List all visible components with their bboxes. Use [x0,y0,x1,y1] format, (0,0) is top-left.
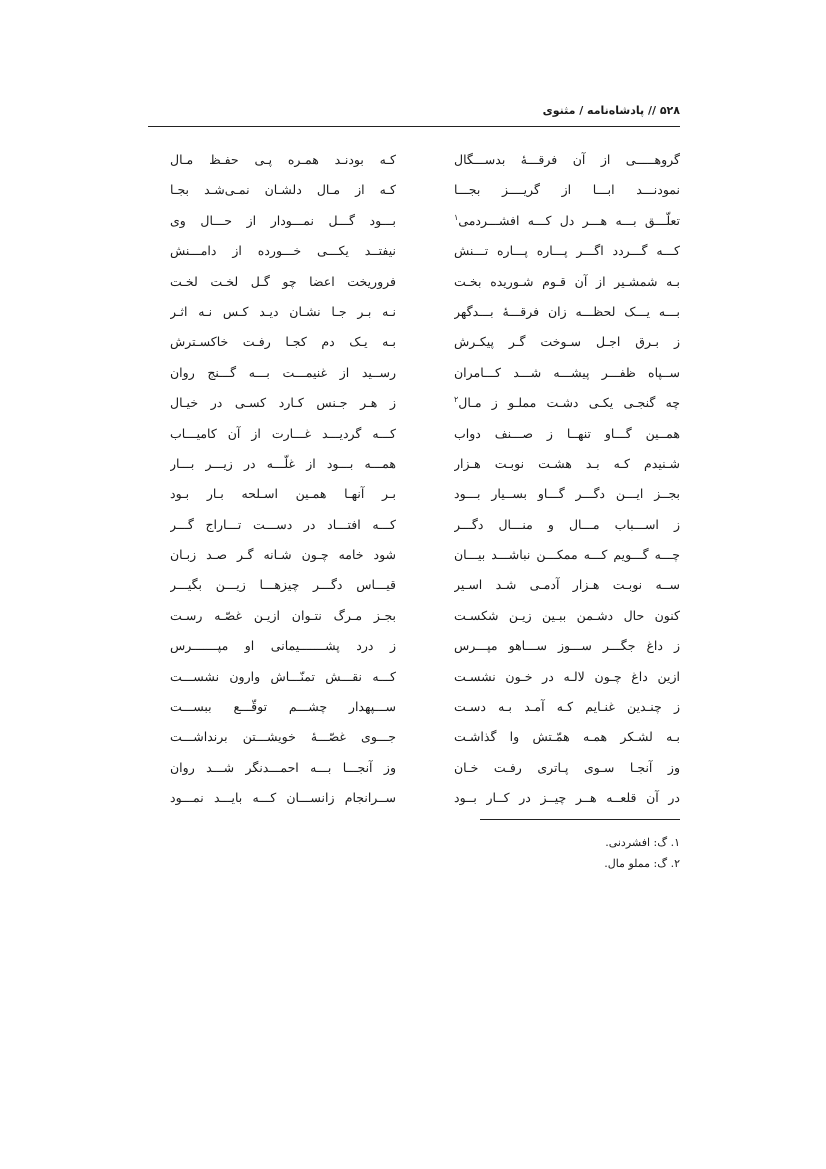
hemistich-second: فروریخت اعضا چو گـل لخـت لخـت [170,273,396,289]
couplet [170,359,680,389]
footnote-divider [480,819,680,820]
footnote-item: ۱. گ: افشردنی. [605,836,680,849]
hemistich-first: در آن قلعــه هــر چیــز در کــار بــود [454,790,680,806]
footnote-ref: ۱ [454,212,459,222]
page-header-title: ۵۲۸ // پادشاه‌نامه / مثنوی [542,104,680,117]
hemistich-second: شود خامه چـون شـانه گـر صـد زبـان [170,547,396,563]
hemistich-first: بجــز ایـــن دگـــر گـــاو بســیار بـــود [454,486,680,502]
hemistich-second: جـــوی غصّـــهٔ خویشـــتن برنداشـــت [170,729,396,745]
hemistich-second: بـه یـک دم کجـا رفـت خاکسـترش [170,334,396,350]
hemistich-first: نمودنـــد ابـــا از گریــــز بجـــا [454,182,680,198]
hemistich-second: ســـپهدار چشـــم توقّـــع ببســـت [170,699,396,715]
poem-body [170,146,680,815]
hemistich-second: رســید از غنیمـــت بـــه گـــنج روان [170,364,396,380]
hemistich-second: بجـز مـرگ نتـوان ازیـن غصّـه رسـت [170,607,396,623]
couplet [170,450,680,480]
hemistich-first: بـه لشـکر همـه همّـتش وا گذاشـت [454,729,680,745]
hemistich-second: کـه بودنـد همـره پـی حفـظ مـال [170,152,396,167]
hemistich-second: کـــه افتـــاد در دســـت تـــاراج گـــر [170,516,396,532]
hemistich-second: نیفتــد یکـــی خـــورده از دامـــنش [170,243,396,259]
couplet [170,693,680,723]
hemistich-first: همــین گـــاو تنهــا ز صـــنف دواب [454,425,680,441]
hemistich-first: کـــه گـــردد اگـــر پـــاره پـــاره تـــنش [454,243,680,259]
hemistich-first: بـــه یـــک لحظـــه زان فرقـــهٔ بـــدگهر [454,303,680,319]
hemistich-first: ز اســـباب مـــال و منـــال دگـــر [454,516,680,532]
couplet [170,663,680,693]
hemistich-second: ســرانجام زانســـان کـــه بایـــد نمـــود [170,790,396,806]
hemistich-second: ز درد پشـــــــیمانی او مپـــــــرس [170,638,396,654]
hemistich-second: نـه بـر جـا نشـان دیـد کـس نـه اثـر [170,303,396,319]
hemistich-first: چـــه گـــویم کـــه ممکـــن نباشـــد بیـــان [454,547,680,563]
hemistich-second: کـه از مـال دلشـان نمـی‌شـد بجـا [170,182,396,198]
couplet [170,146,680,176]
hemistich-first: ســپاه ظفـــر پیشـــه شـــد کـــامران [454,364,680,380]
couplet [170,207,680,237]
couplet [170,602,680,632]
footnote-ref: ۲ [454,394,459,404]
hemistich-first: وز آنجـا سـوی پـاتری رفـت خـان [454,759,680,775]
couplet [170,541,680,571]
hemistich-second: همـــه بـــود از غلّـــه در زیـــر بـــار [170,455,396,471]
couplet [170,237,680,267]
hemistich-first: شـنیدم کـه بـد هشـت نوبـت هـزار [454,455,680,471]
hemistich-second: قیـــاس دگـــر چیزهـــا زیـــن بگیـــر [170,577,396,593]
couplet [170,480,680,510]
hemistich-first: چه گنجـی یکـی دشـت مملـو ز مـال$^۲$ [454,394,680,411]
hemistich-second: کـــه گردیـــد غـــارت از آن کامیـــاب [170,425,396,441]
hemistich-first: ز بـرق اجـل سـوخت گـر پیکـرش [454,334,680,350]
page-header [148,100,680,127]
hemistich-second: ز هـر جـنس کـارد کسـی در خیـال [170,395,396,411]
couplet [170,723,680,753]
couplet [170,328,680,358]
couplet [170,784,680,814]
hemistich-first: ازین داغ چـون لالـه در خـون نشسـت [454,668,680,684]
hemistich-first: ز چنـدین غنـایم کـه آمـد بـه دسـت [454,699,680,715]
hemistich-first: گروهـــــی از آن فرقـــهٔ بدســـگال [454,152,680,167]
hemistich-first: ز داغ جگـــر ســـوز ســـاهو مپـــرس [454,638,680,654]
hemistich-first: تعلّـــق بـــه هـــر دل کـــه افشـــردمی$^۱$ [454,212,680,228]
hemistich-second: بـر آنهـا همـین اسـلحه بـار بـود [170,486,396,502]
couplet [170,268,680,298]
couplet [170,298,680,328]
couplet [170,632,680,662]
hemistich-second: وز آنجـــا بـــه احمـــدنگر شـــد روان [170,759,396,775]
footnote-item: ۲. گ: مملو مال. [604,857,680,870]
couplet [170,420,680,450]
couplet [170,511,680,541]
hemistich-first: کنون حال دشـمن ببـین زیـن شکسـت [454,607,680,623]
hemistich-second: بـــود گـــل نمـــودار از حـــال وی [170,212,396,228]
footnotes [380,832,680,874]
hemistich-first: بـه شمشـیر از آن قـوم شـوریده بخـت [454,273,680,289]
couplet [170,389,680,419]
hemistich-first: ســه نوبـت هـزار آدمـی شـد اسـیر [454,577,680,593]
couplet [170,571,680,601]
couplet [170,754,680,784]
hemistich-second: کـــه نقـــش تمنّـــاش وارون نشســـت [170,668,396,684]
couplet [170,176,680,206]
